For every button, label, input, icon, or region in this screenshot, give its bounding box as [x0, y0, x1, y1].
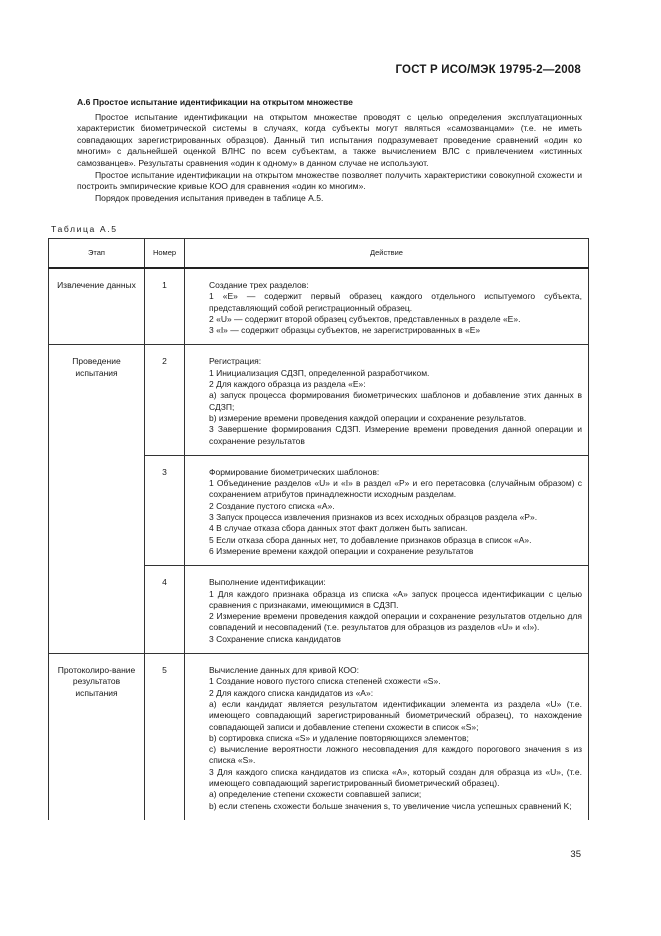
action-line: b) если степень схожести больше значения s, то увеличение числа успешных сравнений K; — [209, 800, 572, 811]
table-caption: Таблица А.5 — [51, 224, 118, 234]
page-number: 35 — [570, 849, 581, 860]
table-header-row — [49, 239, 589, 269]
action-line: 2 Для каждого образца из раздела «E»: — [209, 379, 366, 390]
number-cell: 3 — [145, 455, 185, 565]
action-cell — [185, 268, 589, 345]
action-cell — [185, 345, 589, 455]
action-cell — [185, 654, 589, 820]
action-line: b) сортировка списка «S» и удаление повторяющихся элементов; — [209, 732, 469, 743]
number-cell: 4 — [145, 566, 185, 654]
header-number: Номер — [145, 239, 185, 269]
action-line: a) если кандидат является результатом идентификации элемента из раздела «U» (т.е. имеющего совпадающий зарегистрированный биометрический образец), то нахождение совпадающей записи и добавление степени схожести в список «S»; — [209, 698, 582, 732]
action-line: 3 «I» — содержит образцы субъектов, не зарегистрированных в «E» — [209, 325, 481, 336]
action-line: 6 Измерение времени каждой операции и сохранение результатов — [209, 545, 474, 556]
action-line: Выполнение идентификации: — [209, 577, 326, 588]
action-cell — [185, 455, 589, 565]
action-line: 1 Для каждого признака образца из списка «A» запуск процесса идентификации с целью сравнения с признаками, имеющимися в СДЗП. — [209, 588, 582, 610]
header-stage: Этап — [49, 239, 145, 269]
action-line: 3 Для каждого списка кандидатов из списка «A», который создан для образца из «U», (т.е. имеющего совпадающий зарегистрированный биометрический образец). — [209, 766, 582, 788]
action-line: 3 Запуск процесса извлечения признаков из всех исходных образцов раздела «P». — [209, 512, 538, 523]
action-line: 3 Сохранение списка кандидатов — [209, 633, 341, 644]
action-line: 4 В случае отказа сбора данных этот факт должен быть записан. — [209, 523, 468, 534]
action-line: a) определение степени схожести совпавшей записи; — [209, 789, 422, 800]
action-line: 1 «E» — содержит первый образец каждого отдельного испытуемого субъекта, представляющий собой регистрационный образец. — [209, 291, 582, 313]
paragraph-3: Порядок проведения испытания приведен в таблице А.5. — [95, 192, 324, 203]
stage-cell: Извлечение данных — [49, 268, 145, 345]
action-line: Формирование биометрических шаблонов: — [209, 466, 380, 477]
section-title: А.6 Простое испытание идентификации на открытом множестве — [77, 97, 353, 107]
action-line: a) запуск процесса формирования биометрических шаблонов и добавление этих данных в СДЗП; — [209, 390, 582, 412]
section-a6 — [77, 97, 582, 204]
paragraph-1: Простое испытание идентификации на открытом множестве проводят с целью определения эксплуатационных характеристик биометрической системы в случаях, когда субъекты могут являться «самозванцами» (т.е. не иметь совпадающих зарегистрированных образцов). Данный тип испытания подразумевает проведение сравнений «один ко многим» с дальнейшей оценкой ВЛНС по всем субъектам, а также вычислением ВЛС с привлечением «истинных самозванцев». Результаты сравнения «один к одному» в данном случае не используют. — [77, 111, 582, 168]
action-line: Вычисление данных для кривой КОО: — [209, 665, 359, 676]
table-row — [49, 268, 589, 345]
action-line: 2 Для каждого списка кандидатов из «A»: — [209, 687, 374, 698]
action-line: 2 «U» — содержит второй образец субъектов, представленных в разделе «E». — [209, 313, 521, 324]
action-line: 1 Создание нового пустого списка степеней схожести «S». — [209, 676, 441, 687]
procedure-table — [48, 238, 589, 820]
action-line: b) измерение времени проведения каждой операции и сохранение результатов. — [209, 412, 527, 423]
action-cell — [185, 566, 589, 654]
document-code: ГОСТ Р ИСО/МЭК 19795-2—2008 — [395, 64, 581, 76]
action-line: 3 Завершение формирования СДЗП. Измерение времени проведения данной операции и сохранение результатов — [209, 424, 582, 446]
action-line: 2 Измерение времени проведения каждой операции и сохранение результатов отдельно для совпадений и несовпадений (т.е. результатов для образцов из разделов «U» и «I»). — [209, 611, 582, 633]
number-cell: 2 — [145, 345, 185, 455]
paragraph-2: Простое испытание идентификации на открытом множестве позволяет получить характеристики совокупной схожести и построить эмпирические кривые КОО для сравнения «один ко многим». — [77, 169, 582, 192]
action-line: 1 Инициализация СДЗП, определенной разработчиком. — [209, 367, 430, 378]
action-line: Создание трех разделов: — [209, 280, 309, 290]
table-row — [49, 654, 589, 820]
stage-cell: Протоколиро-вание результатов испытания — [49, 654, 145, 820]
table-row — [49, 345, 589, 455]
number-cell: 1 — [145, 268, 185, 345]
action-line: 2 Создание пустого списка «A». — [209, 500, 335, 511]
action-line: 1 Объединение разделов «U» и «I» в раздел «P» и его перетасовка (случайным образом) с сохранением атрибутов принадлежности исходным разделам. — [209, 478, 582, 500]
action-line: c) вычисление вероятности ложного несовпадения для каждого порогового значения s из списка «S». — [209, 744, 582, 766]
number-cell: 5 — [145, 654, 185, 820]
action-line: 5 Если отказа сбора данных нет, то добавление признаков образца в список «A». — [209, 534, 532, 545]
action-line: Регистрация: — [209, 356, 262, 367]
stage-cell: Проведение испытания — [49, 345, 145, 654]
header-action: Действие — [185, 239, 589, 269]
